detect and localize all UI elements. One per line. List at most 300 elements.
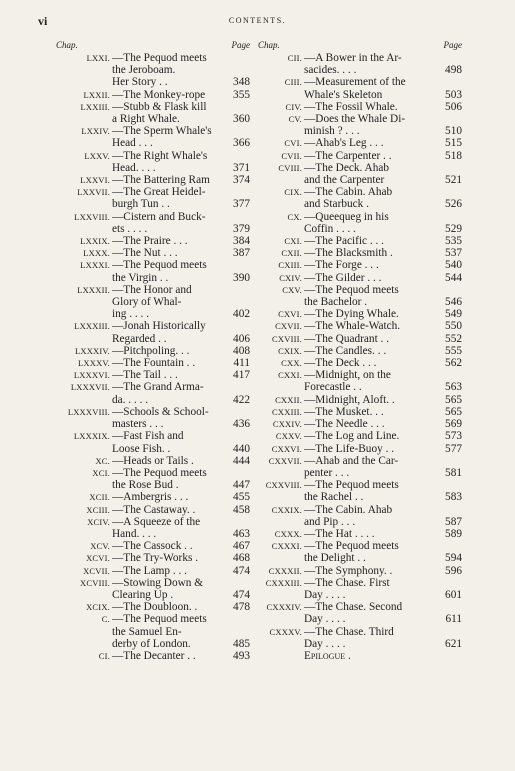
page-ref: 552 [445,332,462,345]
chapter-title-line [304,113,462,125]
page-ref: 601 [445,588,462,601]
chapter-title [302,137,462,149]
chapter-title-line [112,369,250,381]
title-text: Head . . . [112,137,153,150]
page-ref: 374 [233,174,250,187]
chapter-number: LXXVIII. [74,211,110,222]
chapter-title-line [112,76,250,88]
toc-entry [258,601,462,625]
chapter-title [302,406,462,418]
chapter-title-line [304,198,462,210]
title-text: —The Decanter . . [112,649,196,662]
chapter-title [302,577,462,601]
chapter-title-line [112,101,250,113]
chapter-title-line [304,272,462,284]
page-ref: 384 [233,235,250,248]
title-text: —The Dying Whale. [304,308,399,321]
chapter-title-line [112,113,250,125]
title-text: —The Chase. Third [304,625,394,638]
title-text: da. . . . . [112,393,149,406]
toc-entry [258,650,462,662]
title-text: —Measurement of the [304,76,406,89]
chapter-number: LXXVII. [77,187,110,198]
page-ref: 544 [445,271,462,284]
chapter-number: CXIII. [278,260,302,271]
toc-entry [56,577,250,601]
page-ref: 526 [445,198,462,211]
chapter-title-line [112,504,250,516]
title-text: the Rachel . . [304,491,364,504]
chapter-title-line [304,491,462,503]
title-text: Day . . . . [304,588,346,601]
chapter-title [302,284,462,308]
page-ref [224,626,250,638]
toc-entry [56,455,250,467]
title-text: derby of London. [112,637,191,650]
page-ref: 555 [445,344,462,357]
chapter-number: CVII. [281,150,302,161]
page-ref [436,369,462,381]
toc-entry [258,369,462,393]
page-ref: 387 [233,247,250,260]
chapter-title-line [112,626,250,638]
chapter-title-line [304,223,462,235]
chapter-title-line [112,638,250,650]
chapter-number: CX. [287,211,302,222]
title-text: Head. . . . [112,161,156,174]
chapter-title [302,333,462,345]
toc-entry [56,516,250,540]
chapter-number: LXXIV. [81,126,110,137]
chapter-title-line [112,333,250,345]
chapter-title [302,369,462,393]
title-text: —The Carpenter . . [304,149,392,162]
chapter-number: XCIII. [86,504,110,515]
title-text: —The Whale-Watch. [304,320,401,333]
chapter-title [110,235,250,247]
toc-entry [258,430,462,442]
chapter-title [110,650,250,662]
chapter-number: LXXX. [83,248,110,259]
page-ref [224,467,250,479]
chapter-number: XCV. [90,541,110,552]
toc-column-right [258,40,462,662]
page-ref [436,113,462,125]
page-ref: 506 [445,100,462,113]
title-text: Day . . . . [304,613,346,626]
toc-entry [258,394,462,406]
page-ref [224,284,250,296]
chapter-title [110,540,250,552]
chapter-title-line [304,540,462,552]
chapter-title-line [112,552,250,564]
title-text: the Delight . . [304,552,366,565]
chapter-title [110,552,250,564]
title-text: —The Deck. Ahab [304,161,390,174]
title-text: —The Monkey-rope [112,88,206,101]
chapter-number: CXI. [284,236,302,247]
chapter-title-line [112,516,250,528]
chapter-number: LXXI. [86,53,110,63]
chapter-number: XCII. [89,492,110,503]
chapter-title-line [304,308,462,320]
chapter-number: CIII. [284,77,302,88]
toc-entry [56,259,250,283]
chapter-title-line [112,137,250,149]
page-ref: 577 [445,442,462,455]
column-header [56,40,250,52]
page-ref [224,406,250,418]
chapter-title-line [112,357,250,369]
title-text: burgh Tun . . [112,198,170,211]
chapter-title-line [304,418,462,430]
title-text: —The Great Heidel- [112,186,206,199]
chapter-title [110,601,250,613]
chapter-title-line [112,320,250,332]
chapter-title [302,540,462,564]
chapter-title [110,259,250,283]
chapter-title [110,577,250,601]
chapter-title [302,272,462,284]
page-ref: 565 [445,405,462,418]
page-ref [224,101,250,113]
chapter-title [302,235,462,247]
toc-entry [258,259,462,271]
chapter-number: CVI. [284,138,302,149]
title-text: —The Sperm Whale's [112,125,212,138]
title-text: —The Log and Line. [304,430,400,443]
page-ref [224,430,250,442]
chapter-number: CXXVII. [268,455,302,466]
toc-entry [56,467,250,491]
chapter-number: CXXVI. [271,443,302,454]
title-text: Loose Fish. . [112,442,171,455]
page-ref: 611 [445,613,462,626]
chapter-title-line [112,479,250,491]
chapter-title [302,52,462,76]
title-text: —Cistern and Buck- [112,210,206,223]
toc-entry [56,125,250,149]
page-ref: 546 [445,296,462,309]
chapter-title-line [112,162,250,174]
title-text: a Right Whale. [112,113,180,126]
chap-header: Chap. [56,40,78,50]
title-text: —Ahab and the Car- [304,454,399,467]
chapter-number: CXX. [281,358,302,369]
page-ref [224,613,250,625]
chapter-title [110,284,250,321]
chapter-title-line [304,125,462,137]
title-text: —Pitchpoling. . . [112,344,190,357]
toc-entry [56,369,250,381]
page-ref [224,186,250,198]
title-text: —The Pequod meets [112,613,207,626]
chapter-title-line [304,443,462,455]
chapter-title-line [304,186,462,198]
chapter-number: LXXXV. [78,358,110,369]
title-text: —The Pequod meets [304,479,399,492]
page-ref: 360 [233,113,250,126]
page-ref: 587 [445,515,462,528]
chapter-title-line [112,198,250,210]
title-text: —The Grand Arma- [112,381,204,394]
chapter-title-line [304,467,462,479]
title-text: —The Praire . . . [112,235,188,248]
chapter-title [110,186,250,210]
page-ref: 569 [445,418,462,431]
toc-entry [258,504,462,528]
page-ref [224,381,250,393]
page-ref: 455 [233,491,250,504]
title-text: —Midnight, Aloft. . [304,393,395,406]
page-ref: 583 [445,491,462,504]
chapter-title-line [304,528,462,540]
title-text: —The Pacific . . . [304,235,384,248]
page-ref: 436 [233,418,250,431]
title-text: Regarded . . [112,332,167,345]
toc-entry [56,247,250,259]
toc-entries-left [56,52,250,662]
page-ref: 581 [445,466,462,479]
page-ref: 379 [233,222,250,235]
chapter-title [302,211,462,235]
page-ref: 540 [445,259,462,272]
toc-entry [56,540,250,552]
toc-entry [258,357,462,369]
chapter-title [110,369,250,381]
toc-entry [258,455,462,479]
toc-entry [258,76,462,100]
chapter-title-line [112,64,250,76]
page-ref: 589 [445,527,462,540]
page-ref: 474 [233,588,250,601]
title-text: —The Doubloon. . [112,601,198,614]
title-text: penter . . . [304,466,350,479]
title-text: —The Tail . . . [112,369,178,382]
page-ref: 565 [445,393,462,406]
title-text: —The Nut . . . [112,247,178,260]
toc-entry [56,613,250,650]
toc-entry [258,540,462,564]
chapter-title-line [304,650,462,662]
chapter-number: LXXXIV. [74,345,110,356]
page-ref [224,259,250,271]
title-text: —The Needle . . . [304,418,385,431]
page-ref [436,186,462,198]
page-ref: 478 [233,601,250,614]
toc-entry [258,113,462,137]
title-text: the Rose Bud . [112,479,179,492]
title-text: —Fast Fish and [112,430,184,443]
title-text: the Bachelor . [304,296,368,309]
toc-entry [258,101,462,113]
page-ref [436,211,462,223]
chapter-title [110,504,250,516]
toc-entry [56,601,250,613]
chapter-title-line [112,589,250,601]
toc-column-left [56,40,250,662]
chapter-title-line [112,528,250,540]
chapter-title [110,101,250,125]
page-ref: 621 [445,637,462,650]
chapter-title-line [112,540,250,552]
chapter-title-line [112,259,250,271]
chapter-title [302,186,462,210]
chapter-title [302,345,462,357]
title-text: —Midnight, on the [304,369,391,382]
page-ref: 549 [445,308,462,321]
toc-entry [56,186,250,210]
chapter-title-line [112,247,250,259]
page-ref: 458 [233,503,250,516]
page-ref [436,76,462,88]
chapter-title-line [304,516,462,528]
page-ref [224,150,250,162]
chapter-title-line [112,601,250,613]
chapter-number: CXXXV. [269,626,302,637]
title-text: —The Cassock . . [112,540,193,553]
title-text: —The Deck . . . [304,357,377,370]
chapter-title [302,443,462,455]
title-text: —The Honor and [112,283,192,296]
title-text: —The Lamp . . . [112,564,187,577]
chapter-title [110,381,250,405]
chapter-title [302,101,462,113]
chapter-number: CXXVIII. [265,480,302,491]
chapter-title [110,52,250,89]
chapter-title-line [112,455,250,467]
page-ref: 355 [233,88,250,101]
chapter-title [302,162,462,186]
chapter-title [110,467,250,491]
page-ref [436,504,462,516]
chapter-title [302,626,462,650]
page-ref: 408 [233,344,250,357]
toc-entry [56,174,250,186]
title-text: —The Right Whale's [112,149,208,162]
title-text: —The Fossil Whale. [304,100,398,113]
chapter-title [110,174,250,186]
title-text: —Queequeg in his [304,210,389,223]
page-ref [224,516,250,528]
chapter-title-line [304,552,462,564]
toc-entry [56,491,250,503]
page-ref: 468 [233,552,250,565]
chapter-title [110,247,250,259]
toc-entry [258,150,462,162]
toc-entry [258,211,462,235]
toc-entry [56,52,250,89]
chapter-title-line [112,650,250,662]
toc-entry [258,345,462,357]
chapter-title [302,565,462,577]
chapter-title [110,211,250,235]
page-ref [436,626,462,638]
chapter-title-line [304,247,462,259]
chapter-title-line [304,369,462,381]
chapter-title-line [304,626,462,638]
toc-entry [258,308,462,320]
title-text: Day . . . . [304,637,346,650]
page-ref: 485 [233,637,250,650]
title-text: —The Cabin. Ahab [304,186,393,199]
page-ref: 474 [233,564,250,577]
title-text: Coffin . . . . [304,222,356,235]
title-text: —The Pequod meets [112,466,207,479]
chapter-number: CXXI. [278,370,302,381]
chapter-title-line [112,381,250,393]
title-text: the Virgin . . [112,271,169,284]
page-ref [436,52,462,64]
chapter-number: CXXV. [275,431,302,442]
page-ref: 467 [233,540,250,553]
toc-entry [258,272,462,284]
page-ref: 348 [233,76,250,89]
title-text: Forecastle . . [304,381,362,394]
toc-entry [258,320,462,332]
page-ref: 596 [445,564,462,577]
chapter-title-line [112,394,250,406]
title-text: —The Chase. Second [304,601,403,614]
chapter-number: LXXXVI. [73,370,110,381]
toc-entry [258,162,462,186]
chapter-title-line [112,52,250,64]
chapter-title-line [304,381,462,393]
page-ref [436,479,462,491]
title-text: —The Pequod meets [304,540,399,553]
page-ref: 563 [445,381,462,394]
title-text: Glory of Whal- [112,296,182,309]
chapter-title-line [304,394,462,406]
toc-entries-right [258,52,462,662]
chapter-title [110,150,250,174]
title-text: —The Pequod meets [304,283,399,296]
title-text: the Jeroboam. [112,64,176,77]
toc-entry [258,565,462,577]
chapter-title [110,455,250,467]
page-ref [436,650,462,662]
chap-header: Chap. [258,40,280,50]
toc-entry [258,247,462,259]
page-ref: 550 [445,320,462,333]
chapter-title-line [112,443,250,455]
toc-entry [258,52,462,76]
page-ref: 402 [233,308,250,321]
chapter-title-line [112,296,250,308]
title-text: —Stowing Down & [112,576,204,589]
chapter-title-line [112,418,250,430]
chapter-title [110,345,250,357]
title-text: —Does the Whale Di- [304,113,406,126]
chapter-title-line [112,430,250,442]
chapter-title-line [112,223,250,235]
page-ref: 377 [233,198,250,211]
chapter-number: CVIII. [278,162,302,173]
title-text: —Stubb & Flask kill [112,100,207,113]
chapter-title-line [112,235,250,247]
chapter-title [302,308,462,320]
chapter-title [110,565,250,577]
chapter-title-line [304,284,462,296]
chapter-title-line [304,455,462,467]
chapter-number: XCIV. [87,516,110,527]
title-text: —The Candles. . . [304,344,387,357]
page-header: Page [231,40,250,50]
chapter-title-line [112,565,250,577]
chapter-number: CXVIII. [272,333,302,344]
page-ref: 422 [233,393,250,406]
page-ref: 594 [445,552,462,565]
